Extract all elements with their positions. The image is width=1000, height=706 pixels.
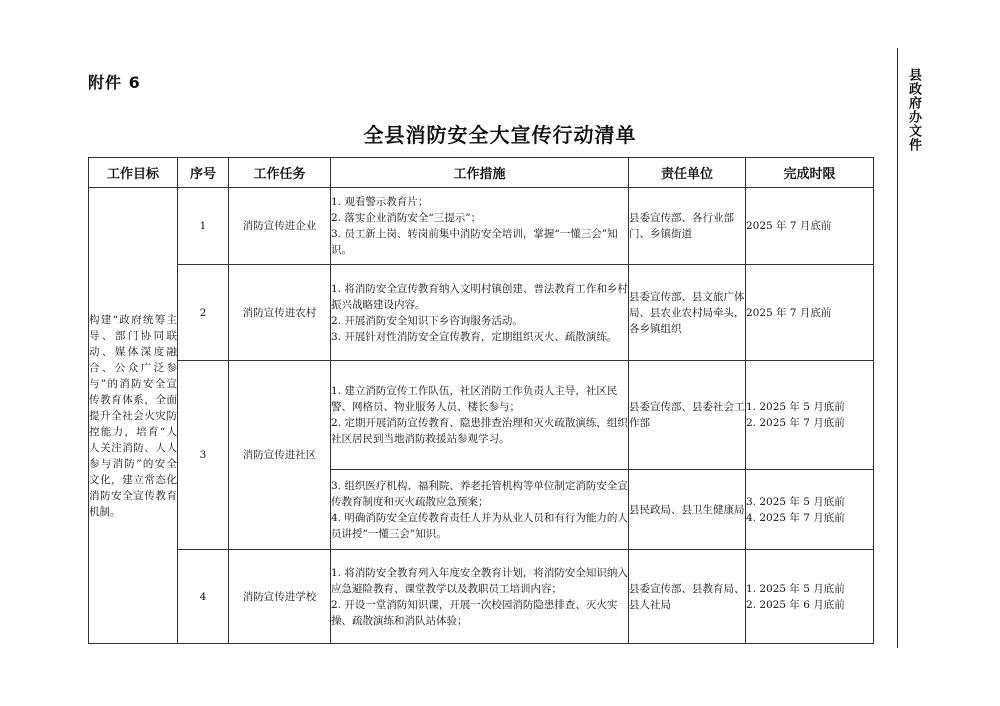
measures-cell — [331, 550, 629, 644]
measure-item: 2. 开设一堂消防知识课，开展一次校园消防隐患排查、灭火实操、疏散演练和消队站体验； — [331, 598, 618, 627]
header-task: 工作任务 — [229, 158, 331, 188]
measure-item: 1. 将消防安全教育列入年度安全教育计划，将消防安全知识纳入应急避险教育、课堂教学以及教职员工培训内容； — [331, 566, 628, 595]
deadline-item: 1. 2025 年 5 月底前 — [746, 582, 845, 595]
measures-cell — [331, 470, 629, 550]
goal-cell: 构建“政府统筹主导、部门协同联动、媒体深度融合、公众广泛参与”的消防安全宣传教育体系，全面提升全社会火灾防控能力，培育“人人关注消防、人人参与消防”的安全文化，建立常态化消防安全宣传教育机制。 — [89, 188, 178, 644]
units-cell: 县民政局、县卫生健康局 — [629, 470, 746, 550]
measure-item: 3. 组织医疗机构、福利院、养老托管机构等单位制定消防安全宣传教育制度和灭火疏散应急预案； — [331, 479, 628, 508]
deadline-cell — [746, 550, 874, 644]
attachment-label: 附件 6 — [88, 73, 141, 92]
measure-item: 2. 开展消防安全知识下乡咨询服务活动。 — [331, 314, 523, 327]
seq-cell: 3 — [178, 361, 229, 550]
deadline-item: 2. 2025 年 6 月底前 — [746, 598, 845, 611]
table-row — [89, 265, 874, 361]
deadline-item: 2. 2025 年 7 月底前 — [746, 417, 845, 429]
measures-cell — [331, 265, 629, 361]
task-cell: 消防宣传进学校 — [229, 550, 331, 644]
measure-item: 1. 观看警示教育片； — [331, 196, 429, 208]
seq-cell: 1 — [178, 188, 229, 265]
units-cell: 县委宣传部、县文旅广体局、县农业农村局牵头，各乡镇组织 — [629, 265, 746, 361]
measure-item: 3. 员工新上岗、转岗前集中消防安全培训，掌握“一懂三会”知识。 — [331, 228, 618, 256]
seq-cell: 2 — [178, 265, 229, 361]
units-cell: 县委宣传部、县委社会工作部 — [629, 361, 746, 470]
measures-cell — [331, 361, 629, 470]
header-seq: 序号 — [178, 158, 229, 188]
measure-item: 2. 定期开展消防宣传教育、隐患排查治理和灭火疏散演练，组织社区居民到当地消防救援站参观学习。 — [331, 417, 628, 445]
deadline-item: 3. 2025 年 5 月底前 — [746, 495, 845, 508]
deadline-item: 4. 2025 年 7 月底前 — [746, 511, 845, 524]
table-row — [89, 550, 874, 644]
units-cell: 县委宣传部、各行业部门、乡镇街道 — [629, 188, 746, 265]
measures-cell — [331, 188, 629, 265]
measure-item: 4. 明确消防安全宣传教育责任人并为从业人员和有行为能力的人员讲授“一懂三会”知识。 — [331, 511, 628, 540]
task-cell: 消防宣传进企业 — [229, 188, 331, 265]
side-label: 县政府办文件 — [906, 68, 921, 152]
seq-cell: 4 — [178, 550, 229, 644]
measure-item: 1. 将消防安全宣传教育纳入文明村镇创建、普法教育工作和乡村振兴战略建设内容。 — [331, 282, 628, 311]
table-header-row — [89, 158, 874, 188]
task-cell: 消防宣传进农村 — [229, 265, 331, 361]
measure-item: 3. 开展针对性消防安全宣传教育，定期组织灭火、疏散演练。 — [331, 330, 618, 343]
units-cell: 县委宣传部、县教育局、县人社局 — [629, 550, 746, 644]
header-goal: 工作目标 — [89, 158, 178, 188]
deadline-cell — [746, 361, 874, 470]
measure-item: 1. 建立消防宣传工作队伍，社区消防工作负责人主导，社区民警、网格员、物业服务人员、楼长参与； — [331, 385, 618, 413]
table-row — [89, 188, 874, 265]
header-units: 责任单位 — [629, 158, 746, 188]
action-list-table — [88, 157, 874, 644]
task-cell: 消防宣传进社区 — [229, 361, 331, 550]
deadline-cell — [746, 188, 874, 265]
header-deadline: 完成时限 — [746, 158, 874, 188]
deadline-cell — [746, 470, 874, 550]
deadline-cell — [746, 265, 874, 361]
measure-item: 2. 落实企业消防安全“三提示”； — [331, 212, 482, 224]
deadline-item: 2025 年 7 月底前 — [746, 306, 832, 319]
deadline-item: 1. 2025 年 5 月底前 — [746, 401, 845, 413]
table-row — [89, 361, 874, 470]
document-title: 全县消防安全大宣传行动清单 — [363, 123, 637, 147]
header-measures: 工作措施 — [331, 158, 629, 188]
deadline-item: 2025 年 7 月底前 — [746, 220, 832, 232]
